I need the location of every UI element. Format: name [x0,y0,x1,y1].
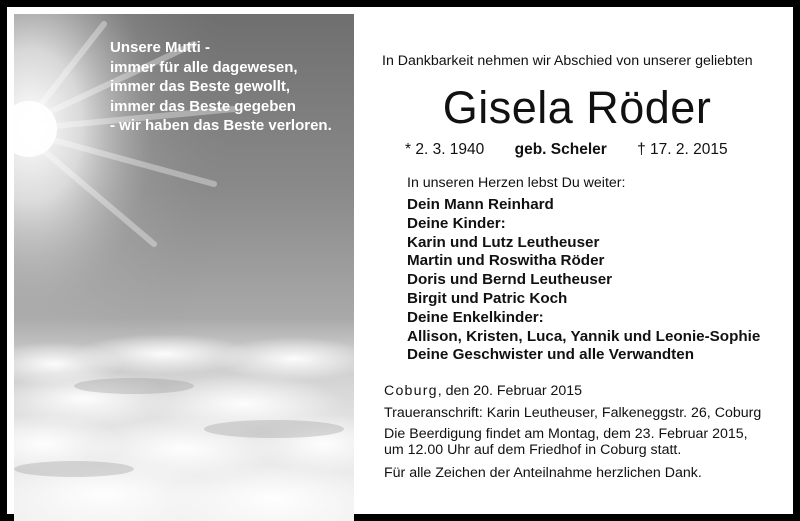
family-line: Birgit und Patric Koch [407,289,568,307]
birth-date: * 2. 3. 1940 [405,141,485,158]
death-date: † 17. 2. 2015 [637,141,728,158]
family-line: Allison, Kristen, Luca, Yannik und Leonie-Sophie [407,327,761,345]
family-line: Deine Geschwister und alle Verwandten [407,346,694,364]
family-list [407,196,760,365]
family-line: Doris und Bernd Leutheuser [407,271,613,289]
poem-line: immer für alle dagewesen, [110,58,298,76]
poem [110,38,354,136]
family-line: Karin und Lutz Leutheuser [407,233,600,251]
family-line: Deine Kinder: [407,214,506,232]
poem-line: immer das Beste gegeben [110,97,296,115]
place-date [384,383,582,399]
poem-line: immer das Beste gewollt, [110,78,291,95]
sky-clouds-photo [14,14,354,521]
notice-date: , den 20. Februar 2015 [437,383,583,399]
deceased-name: Gisela Röder [442,82,712,133]
intro-line: In Dankbarkeit nehmen wir Abschied von unserer geliebten [382,53,753,69]
funeral-info [384,427,748,458]
notice-text-column [354,14,800,521]
poem-line: - wir haben das Beste verloren. [110,117,332,134]
mourning-address: Traueranschrift: Karin Leutheuser, Falkeneggstr. 26, Coburg [384,405,762,421]
thanks-line: Für alle Zeichen der Anteilnahme herzlichen Dank. [384,465,702,481]
funeral-line: um 12.00 Uhr auf dem Friedhof in Coburg statt. [384,441,682,458]
maiden-name: geb. Scheler [514,141,607,158]
family-line: Dein Mann Reinhard [407,196,554,213]
family-line: Martin und Roswitha Röder [407,252,605,270]
funeral-line: Die Beerdigung findet am Montag, dem 23. Februar 2015, [384,426,748,442]
poem-line: Unsere Mutti - [110,39,211,56]
life-dates [405,141,728,159]
place-city: Coburg [384,383,438,399]
hearts-line: In unseren Herzen lebst Du weiter: [407,175,626,191]
family-line: Deine Enkelkinder: [407,308,544,326]
